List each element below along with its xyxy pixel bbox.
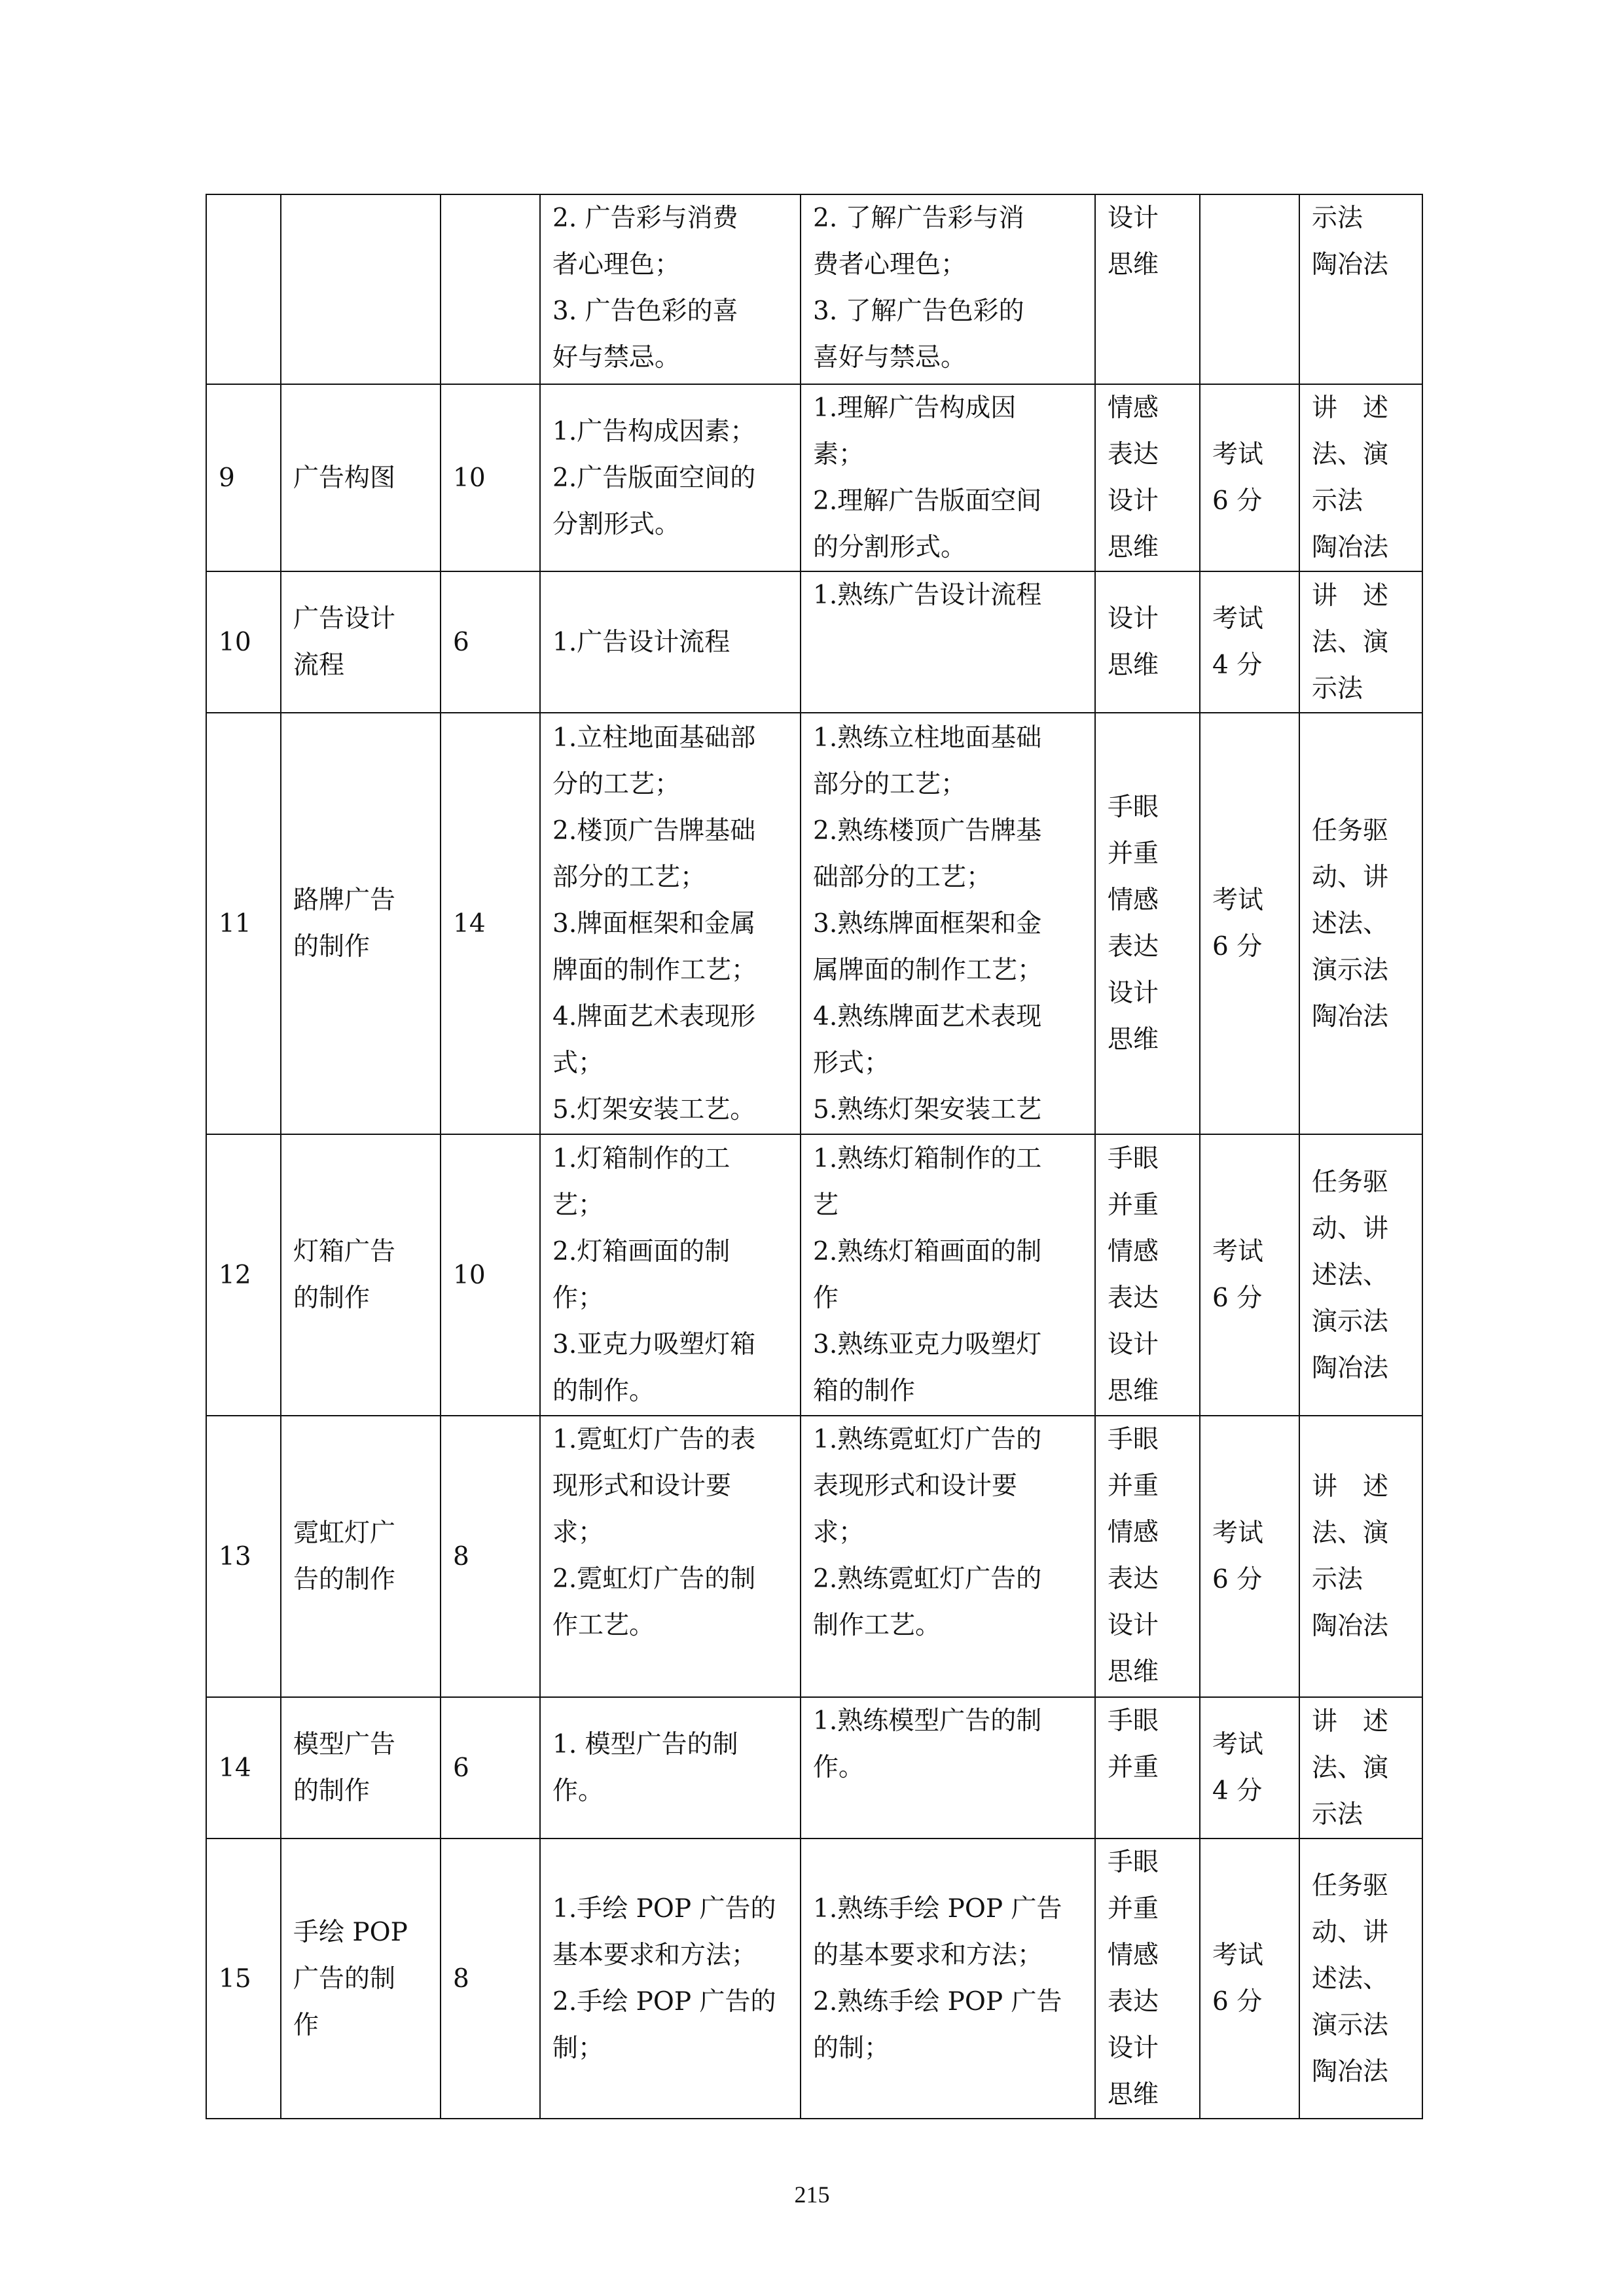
cell-text-line: 3.熟练牌面框架和金	[813, 908, 1042, 939]
topic-cell	[281, 384, 441, 571]
cell-text-line: 艺	[813, 1191, 839, 1220]
topic-cell	[281, 1416, 441, 1697]
cell-text-line: 1.立柱地面基础部	[552, 723, 756, 753]
cell-text-line: 的分割形式。	[813, 533, 967, 562]
cell-text-line: 2.熟练楼顶广告牌基	[813, 816, 1042, 846]
cell-text-line: 部分的工艺；	[552, 862, 706, 892]
teaching-method-cell	[1299, 1416, 1422, 1697]
cell-text: 8	[453, 1964, 469, 1994]
cell-text-line: 示法	[1312, 673, 1363, 704]
table-row	[206, 194, 1422, 384]
cell-text: 14	[219, 1753, 251, 1783]
row-number-cell	[206, 1134, 281, 1416]
requirement-cell	[801, 1134, 1095, 1416]
cell-text-line: 1.广告设计流程	[552, 627, 731, 657]
cell-text-line: 1.霓虹灯广告的表	[552, 1425, 756, 1454]
literacy-cell	[1095, 1839, 1200, 2119]
cell-text-line: 思维	[1108, 2080, 1159, 2109]
literacy-cell	[1095, 384, 1200, 571]
cell-text-line: 分的工艺；	[552, 769, 681, 799]
cell-text-line: 作。	[552, 1776, 604, 1806]
cell-text-line: 1.灯箱制作的工	[552, 1144, 731, 1174]
cell-text-line: 模型广告	[293, 1730, 396, 1759]
row-number-cell	[206, 384, 281, 571]
cell-text-line: 考试	[1212, 1237, 1264, 1266]
cell-text-line: 分割形式。	[552, 509, 681, 539]
cell-text-line: 讲 述	[1312, 1706, 1389, 1736]
cell-text-line: 制；	[552, 2034, 604, 2063]
cell-text-line: 演示法	[1312, 1306, 1389, 1336]
cell-text-line: 2.楼顶广告牌基础	[552, 816, 756, 846]
cell-text-line: 法、演	[1312, 1753, 1389, 1783]
cell-text-line: 并重	[1108, 1471, 1159, 1501]
cell-text-line: 设计	[1108, 1330, 1159, 1359]
cell-text-line: 的制；	[813, 2034, 890, 2063]
assessment-cell	[1200, 194, 1299, 384]
cell-text-line: 1.广告构成因素；	[552, 416, 756, 446]
cell-text-line: 讲 述	[1312, 581, 1389, 611]
cell-text-line: 求；	[552, 1518, 604, 1547]
cell-text-line: 2.灯箱画面的制	[552, 1237, 731, 1266]
row-number-cell	[206, 1839, 281, 2119]
cell-text-line: 设计	[1108, 486, 1159, 516]
literacy-cell	[1095, 1416, 1200, 1697]
cell-text-line: 示法	[1312, 1565, 1363, 1594]
cell-text-line: 4.熟练牌面艺术表现	[813, 1001, 1042, 1031]
cell-text-line: 2.熟练灯箱画面的制	[813, 1237, 1042, 1266]
cell-text-line: 现形式和设计要	[552, 1471, 732, 1501]
cell-text-line: 陶冶法	[1312, 1611, 1389, 1641]
cell-text-line: 广告的制	[293, 1964, 396, 1994]
teaching-method-cell	[1299, 713, 1422, 1134]
cell-text-line: 陶冶法	[1312, 1001, 1389, 1031]
cell-text-line: 陶冶法	[1312, 2056, 1389, 2087]
row-number-cell	[206, 571, 281, 713]
cell-text-line: 1. 模型广告的制	[552, 1730, 738, 1759]
cell-text-line: 演示法	[1312, 955, 1389, 985]
cell-text-line: 2.熟练手绘 POP 广告	[813, 1987, 1062, 2017]
cell-text: 6	[453, 627, 469, 657]
cell-text-line: 任务驱	[1312, 1871, 1389, 1901]
topic-cell	[281, 1134, 441, 1416]
cell-text-line: 述法、	[1312, 1964, 1389, 1994]
content-cell	[540, 384, 801, 571]
cell-text-line: 手绘 POP	[293, 1917, 408, 1947]
cell-text-line: 陶冶法	[1312, 1353, 1389, 1383]
cell-text-line: 告的制作	[293, 1565, 396, 1594]
cell-text-line: 制作工艺。	[813, 1611, 941, 1640]
cell-text-line: 广告设计	[293, 604, 396, 634]
cell-text-line: 广告构图	[293, 463, 396, 493]
cell-text-line: 法、演	[1312, 627, 1389, 657]
row-number-cell	[206, 1697, 281, 1839]
cell-text-line: 法、演	[1312, 1518, 1389, 1548]
cell-text-line: 5.灯架安装工艺。	[552, 1094, 756, 1124]
cell-text-line: 6 分	[1212, 932, 1263, 961]
cell-text-line: 情感	[1108, 886, 1159, 915]
table-row	[206, 1839, 1422, 2119]
cell-text-line: 基本要求和方法；	[552, 1941, 757, 1970]
cell-text-line: 5.熟练灯架安装工艺	[813, 1094, 1042, 1124]
cell-text-line: 思维	[1108, 250, 1159, 279]
cell-text-line: 属牌面的制作工艺；	[813, 955, 1043, 985]
cell-text: 13	[219, 1541, 251, 1571]
cell-text: 10	[453, 463, 486, 493]
cell-text-line: 表达	[1108, 932, 1159, 961]
cell-text-line: 设计	[1108, 978, 1159, 1008]
cell-text: 10	[219, 627, 251, 657]
cell-text-line: 1.熟练灯箱制作的工	[813, 1144, 1042, 1174]
cell-text-line: 动、讲	[1312, 862, 1389, 892]
cell-text-line: 1.熟练模型广告的制	[813, 1706, 1042, 1736]
teaching-method-cell	[1299, 194, 1422, 384]
content-cell	[540, 571, 801, 713]
row-number-cell	[206, 194, 281, 384]
cell-text-line: 作；	[552, 1283, 604, 1313]
cell-text-line: 2. 了解广告彩与消	[813, 204, 1024, 233]
cell-text-line: 4 分	[1212, 651, 1263, 680]
cell-text-line: 情感	[1108, 393, 1159, 423]
cell-text-line: 设计	[1108, 2034, 1159, 2063]
cell-text-line: 2.手绘 POP 广告的	[552, 1987, 776, 2017]
requirement-cell	[801, 194, 1095, 384]
course-content-table	[206, 194, 1423, 2119]
cell-text-line: 讲 述	[1312, 393, 1389, 423]
cell-text-line: 并重	[1108, 839, 1159, 869]
cell-text-line: 3.熟练亚克力吸塑灯	[813, 1330, 1042, 1359]
cell-text-line: 的基本要求和方法；	[813, 1941, 1043, 1970]
literacy-cell	[1095, 713, 1200, 1134]
cell-text-line: 考试	[1212, 440, 1264, 469]
cell-text-line: 3.牌面框架和金属	[552, 908, 756, 939]
cell-text: 9	[219, 463, 235, 493]
requirement-cell	[801, 713, 1095, 1134]
topic-cell	[281, 713, 441, 1134]
table-row	[206, 713, 1422, 1134]
cell-text-line: 1.熟练立柱地面基础	[813, 723, 1042, 753]
hours-cell	[441, 1839, 540, 2119]
cell-text-line: 思维	[1108, 651, 1159, 680]
content-cell	[540, 1134, 801, 1416]
cell-text-line: 手眼	[1108, 1425, 1159, 1454]
cell-text-line: 1.熟练广告设计流程	[813, 581, 1042, 610]
cell-text-line: 并重	[1108, 1894, 1159, 1924]
cell-text-line: 流程	[293, 651, 345, 680]
cell-text-line: 动、讲	[1312, 1213, 1389, 1244]
cell-text-line: 1.理解广告构成因	[813, 393, 1017, 423]
cell-text-line: 情感	[1108, 1518, 1159, 1547]
cell-text-line: 讲 述	[1312, 1472, 1389, 1501]
literacy-cell	[1095, 1134, 1200, 1416]
teaching-method-cell	[1299, 571, 1422, 713]
hours-cell	[441, 713, 540, 1134]
cell-text-line: 演示法	[1312, 2010, 1389, 2040]
hours-cell	[441, 194, 540, 384]
cell-text-line: 考试	[1212, 1941, 1264, 1970]
requirement-cell	[801, 1697, 1095, 1839]
cell-text-line: 思维	[1108, 1376, 1159, 1406]
assessment-cell	[1200, 384, 1299, 571]
topic-cell	[281, 1839, 441, 2119]
cell-text-line: 手眼	[1108, 1848, 1159, 1877]
cell-text-line: 牌面的制作工艺；	[552, 955, 757, 985]
assessment-cell	[1200, 1697, 1299, 1839]
requirement-cell	[801, 1416, 1095, 1697]
cell-text-line: 考试	[1212, 604, 1264, 634]
assessment-cell	[1200, 1839, 1299, 2119]
cell-text-line: 3.亚克力吸塑灯箱	[552, 1330, 756, 1359]
row-number-cell	[206, 1416, 281, 1697]
cell-text-line: 陶冶法	[1312, 250, 1389, 279]
cell-text-line: 2.霓虹灯广告的制	[552, 1564, 756, 1594]
content-cell	[540, 194, 801, 384]
cell-text: 10	[453, 1260, 486, 1290]
cell-text-line: 6 分	[1212, 1987, 1263, 2017]
hours-cell	[441, 1416, 540, 1697]
cell-text-line: 考试	[1212, 886, 1264, 915]
literacy-cell	[1095, 571, 1200, 713]
cell-text-line: 表达	[1108, 440, 1159, 469]
cell-text-line: 求；	[813, 1518, 865, 1547]
cell-text-line: 艺；	[552, 1191, 604, 1220]
hours-cell	[441, 571, 540, 713]
cell-text-line: 手眼	[1108, 793, 1159, 822]
cell-text-line: 述法、	[1312, 1260, 1389, 1290]
cell-text-line: 素；	[813, 440, 865, 469]
cell-text-line: 3. 广告色彩的喜	[552, 296, 738, 326]
teaching-method-cell	[1299, 1697, 1422, 1839]
assessment-cell	[1200, 1416, 1299, 1697]
cell-text-line: 1.熟练霓虹灯广告的	[813, 1425, 1042, 1454]
assessment-cell	[1200, 713, 1299, 1134]
cell-text-line: 1.手绘 POP 广告的	[552, 1894, 776, 1924]
hours-cell	[441, 1697, 540, 1839]
cell-text-line: 情感	[1108, 1941, 1159, 1970]
cell-text-line: 2. 广告彩与消费	[552, 204, 738, 233]
cell-text-line: 1.熟练手绘 POP 广告	[813, 1894, 1062, 1924]
cell-text: 11	[219, 908, 251, 939]
cell-text-line: 部分的工艺；	[813, 769, 967, 799]
topic-cell	[281, 571, 441, 713]
requirement-cell	[801, 571, 1095, 713]
hours-cell	[441, 1134, 540, 1416]
cell-text-line: 作。	[813, 1753, 865, 1782]
cell-text-line: 考试	[1212, 1518, 1264, 1548]
cell-text-line: 表达	[1108, 1987, 1159, 2017]
cell-text-line: 的制作	[293, 1283, 370, 1313]
cell-text-line: 思维	[1108, 1657, 1159, 1687]
cell-text: 6	[453, 1753, 469, 1783]
requirement-cell	[801, 1839, 1095, 2119]
cell-text-line: 考试	[1212, 1730, 1264, 1759]
teaching-method-cell	[1299, 1134, 1422, 1416]
cell-text-line: 形式；	[813, 1048, 890, 1078]
cell-text: 15	[219, 1964, 251, 1994]
cell-text-line: 3. 了解广告色彩的	[813, 296, 1024, 326]
content-cell	[540, 1416, 801, 1697]
assessment-cell	[1200, 571, 1299, 713]
table-row	[206, 1134, 1422, 1416]
cell-text-line: 示法	[1312, 204, 1363, 233]
cell-text: 8	[453, 1541, 469, 1571]
content-cell	[540, 1839, 801, 2119]
cell-text: 12	[219, 1260, 251, 1290]
page-number: 215	[794, 2181, 830, 2208]
cell-text-line: 表达	[1108, 1564, 1159, 1594]
cell-text-line: 6 分	[1212, 1565, 1263, 1594]
literacy-cell	[1095, 1697, 1200, 1839]
cell-text-line: 作工艺。	[552, 1611, 655, 1640]
table-row	[206, 571, 1422, 713]
table-row	[206, 1697, 1422, 1839]
content-cell	[540, 1697, 801, 1839]
table-row	[206, 1416, 1422, 1697]
cell-text-line: 设计	[1108, 604, 1159, 634]
cell-text-line: 4 分	[1212, 1776, 1263, 1806]
cell-text-line: 6 分	[1212, 486, 1263, 516]
cell-text-line: 并重	[1108, 1191, 1159, 1220]
cell-text-line: 2.熟练霓虹灯广告的	[813, 1564, 1042, 1594]
topic-cell	[281, 194, 441, 384]
cell-text-line: 者心理色；	[552, 250, 681, 279]
cell-text-line: 霓虹灯广	[293, 1518, 396, 1548]
cell-text-line: 任务驱	[1312, 1167, 1389, 1197]
cell-text-line: 思维	[1108, 1025, 1159, 1054]
cell-text-line: 述法、	[1312, 908, 1389, 939]
cell-text-line: 任务驱	[1312, 816, 1389, 846]
cell-text-line: 2.理解广告版面空间	[813, 486, 1042, 516]
cell-text-line: 情感	[1108, 1237, 1159, 1266]
cell-text-line: 6 分	[1212, 1283, 1263, 1313]
hours-cell	[441, 384, 540, 571]
topic-cell	[281, 1697, 441, 1839]
cell-text-line: 础部分的工艺；	[813, 862, 992, 892]
cell-text-line: 的制作	[293, 932, 370, 961]
cell-text-line: 作	[293, 2010, 319, 2040]
cell-text-line: 费者心理色；	[813, 250, 967, 279]
cell-text-line: 表现形式和设计要	[813, 1471, 1018, 1501]
cell-text-line: 手眼	[1108, 1706, 1159, 1736]
cell-text-line: 表达	[1108, 1283, 1159, 1313]
row-number-cell	[206, 713, 281, 1134]
cell-text-line: 式；	[552, 1048, 604, 1078]
assessment-cell	[1200, 1134, 1299, 1416]
cell-text-line: 动、讲	[1312, 1917, 1389, 1947]
cell-text-line: 设计	[1108, 204, 1159, 233]
cell-text-line: 4.牌面艺术表现形	[552, 1001, 756, 1031]
table-row	[206, 384, 1422, 571]
cell-text-line: 的制作。	[552, 1376, 655, 1406]
cell-text-line: 2.广告版面空间的	[552, 463, 756, 493]
cell-text-line: 的制作	[293, 1776, 370, 1806]
cell-text-line: 法、演	[1312, 440, 1389, 469]
cell-text-line: 示法	[1312, 486, 1363, 516]
cell-text-line: 思维	[1108, 533, 1159, 562]
requirement-cell	[801, 384, 1095, 571]
cell-text-line: 箱的制作	[813, 1376, 916, 1406]
cell-text-line: 示法	[1312, 1799, 1363, 1829]
cell-text-line: 手眼	[1108, 1144, 1159, 1174]
cell-text-line: 设计	[1108, 1611, 1159, 1640]
cell-text-line: 好与禁忌。	[552, 343, 681, 372]
cell-text-line: 路牌广告	[293, 886, 396, 915]
cell-text-line: 作	[813, 1283, 839, 1313]
content-cell	[540, 713, 801, 1134]
literacy-cell	[1095, 194, 1200, 384]
cell-text-line: 灯箱广告	[293, 1237, 396, 1266]
cell-text-line: 喜好与禁忌。	[813, 343, 967, 372]
cell-text-line: 陶冶法	[1312, 533, 1389, 562]
cell-text: 14	[453, 908, 486, 939]
teaching-method-cell	[1299, 384, 1422, 571]
teaching-method-cell	[1299, 1839, 1422, 2119]
cell-text-line: 并重	[1108, 1753, 1159, 1782]
